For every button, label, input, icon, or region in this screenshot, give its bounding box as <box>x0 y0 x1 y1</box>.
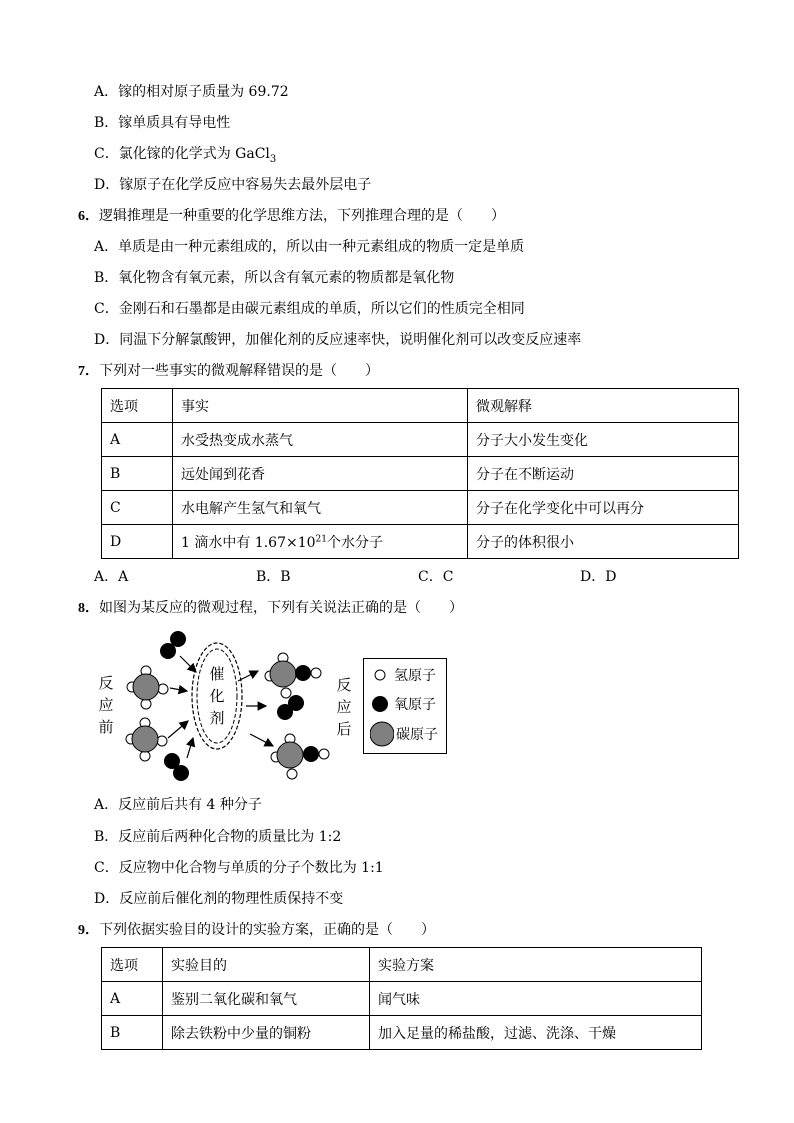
q9-cell: 除去铁粉中少量的铜粉 <box>163 1016 370 1050</box>
q6-number: 6． <box>78 209 99 224</box>
q6-option-b: B．氧化物含有氧元素，所以含有氧元素的物质都是氧化物 <box>94 270 455 286</box>
q7-answer-b: B．B <box>256 569 291 585</box>
q7-header-fact: 事实 <box>173 389 468 423</box>
q9-stem-text: 下列依据实验目的设计的实验方案，正确的是（ ） <box>99 922 435 938</box>
label-char: 催 <box>209 665 225 683</box>
legend-hydrogen-label: 氢原子 <box>394 668 436 684</box>
q7-cell <box>173 525 468 559</box>
arrow-icon <box>170 688 187 691</box>
catalyst-label <box>207 663 227 729</box>
q7-cell: 远处闻到花香 <box>173 457 468 491</box>
label-char: 后 <box>336 720 352 738</box>
q8-option-d: D．反应前后催化剂的物理性质保持不变 <box>94 891 344 907</box>
label-after-reaction <box>334 674 354 740</box>
product-cluster-2 <box>271 734 329 779</box>
arrow-icon <box>180 656 196 672</box>
methane-molecule-reactant-1 <box>127 666 168 709</box>
arrow-icon <box>168 721 188 738</box>
label-char: 应 <box>98 696 114 714</box>
arrow-icon <box>238 671 258 681</box>
q7-number: 7． <box>78 364 99 379</box>
methane-molecule-reactant-2 <box>126 718 167 761</box>
q6-stem <box>78 206 505 227</box>
oxygen-molecule-reactant-bottom <box>164 753 189 781</box>
q6-option-d: D．同温下分解氯酸钾，加催化剂的反应速率快，说明催化剂可以改变反应速率 <box>94 332 582 348</box>
table-row <box>102 423 739 457</box>
q5-option-c-subscript: 3 <box>269 153 277 165</box>
label-char: 剂 <box>209 709 225 727</box>
diagram-legend <box>363 658 447 754</box>
q7-cell: 分子在不断运动 <box>468 457 739 491</box>
table-row <box>102 491 739 525</box>
oxygen-molecule-reactant-top <box>160 631 186 659</box>
q6-stem-text: 逻辑推理是一种重要的化学思维方法，下列推理合理的是（ ） <box>99 208 505 224</box>
legend-carbon <box>372 722 438 746</box>
reaction-diagram <box>90 626 370 786</box>
q9-cell: 鉴别二氧化碳和氧气 <box>163 982 370 1016</box>
q9-header-plan: 实验方案 <box>370 948 702 982</box>
q8-stem-text: 如图为某反应的微观过程，下列有关说法正确的是（ ） <box>99 600 463 616</box>
hydrogen-atom-icon <box>372 667 388 683</box>
q9-number: 9． <box>78 923 99 938</box>
q7-fact-d-exponent: 21 <box>315 533 327 544</box>
table-row <box>102 982 702 1016</box>
legend-carbon-label: 碳原子 <box>396 727 438 743</box>
table-header-row <box>102 948 702 982</box>
label-char: 化 <box>209 687 225 705</box>
q9-cell: 加入足量的稀盐酸，过滤、洗涤、干燥 <box>370 1016 702 1050</box>
q5-option-b: B．镓单质具有导电性 <box>94 115 231 131</box>
table-row <box>102 1016 702 1050</box>
q7-fact-d-suffix: 个水分子 <box>326 534 383 551</box>
oxygen-molecule-product <box>277 695 304 720</box>
table-row <box>102 457 739 491</box>
legend-oxygen <box>372 692 436 716</box>
q8-number: 8． <box>78 601 99 616</box>
q7-stem-text: 下列对一些事实的微观解释错误的是（ ） <box>99 363 379 379</box>
q6-option-a: A．单质是由一种元素组成的，所以由一种元素组成的物质一定是单质 <box>94 239 525 255</box>
q7-table <box>101 388 739 559</box>
q9-header-option: 选项 <box>102 948 163 982</box>
q8-stem <box>78 598 463 619</box>
q7-header-explanation: 微观解释 <box>468 389 739 423</box>
label-char: 反 <box>336 676 352 694</box>
q9-table <box>101 947 702 1050</box>
q8-option-c: C．反应物中化合物与单质的分子个数比为 1:1 <box>94 860 384 876</box>
label-char: 反 <box>98 674 114 692</box>
q6-option-c: C．金刚石和石墨都是由碳元素组成的单质，所以它们的性质完全相同 <box>94 301 525 317</box>
q9-cell: 闻气味 <box>370 982 702 1016</box>
q5-option-c <box>94 144 276 170</box>
q7-answer-c: C．C <box>418 569 454 585</box>
q8-option-b: B．反应前后两种化合物的质量比为 1:2 <box>94 829 342 845</box>
q9-stem <box>78 920 435 941</box>
q7-stem <box>78 361 379 382</box>
q7-cell: 分子大小发生变化 <box>468 423 739 457</box>
oxygen-atom-icon <box>372 695 388 713</box>
carbon-atom-icon <box>370 721 394 747</box>
q5-option-d: D．镓原子在化学反应中容易失去最外层电子 <box>94 177 372 193</box>
table-row <box>102 525 739 559</box>
q7-cell: 分子在化学变化中可以再分 <box>468 491 739 525</box>
arrow-icon <box>187 738 193 758</box>
label-char: 前 <box>98 718 114 736</box>
legend-oxygen-label: 氧原子 <box>394 697 436 713</box>
q7-cell: 水电解产生氢气和氧气 <box>173 491 468 525</box>
q8-option-a: A．反应前后共有 4 种分子 <box>94 797 262 813</box>
q7-answer-d: D．D <box>580 569 617 585</box>
label-before-reaction <box>96 672 116 738</box>
arrow-icon <box>250 734 273 746</box>
q7-cell: 分子的体积很小 <box>468 525 739 559</box>
q7-header-option: 选项 <box>102 389 173 423</box>
q9-cell: B <box>102 1016 163 1050</box>
q7-answer-a: A．A <box>94 569 129 585</box>
q5-option-c-text: C．氯化镓的化学式为 GaCl <box>94 146 270 162</box>
table-header-row <box>102 389 739 423</box>
q5-option-a: A．镓的相对原子质量为 69.72 <box>94 84 289 100</box>
legend-hydrogen <box>372 663 436 687</box>
q9-header-purpose: 实验目的 <box>163 948 370 982</box>
q7-cell: C <box>102 491 173 525</box>
q9-cell: A <box>102 982 163 1016</box>
q7-cell: A <box>102 423 173 457</box>
q7-fact-d-prefix: 1 滴水中有 1.67×10 <box>181 534 316 551</box>
q7-cell: 水受热变成水蒸气 <box>173 423 468 457</box>
product-cluster-1 <box>265 653 321 698</box>
label-char: 应 <box>336 698 352 716</box>
q7-cell: B <box>102 457 173 491</box>
q7-cell: D <box>102 525 173 559</box>
